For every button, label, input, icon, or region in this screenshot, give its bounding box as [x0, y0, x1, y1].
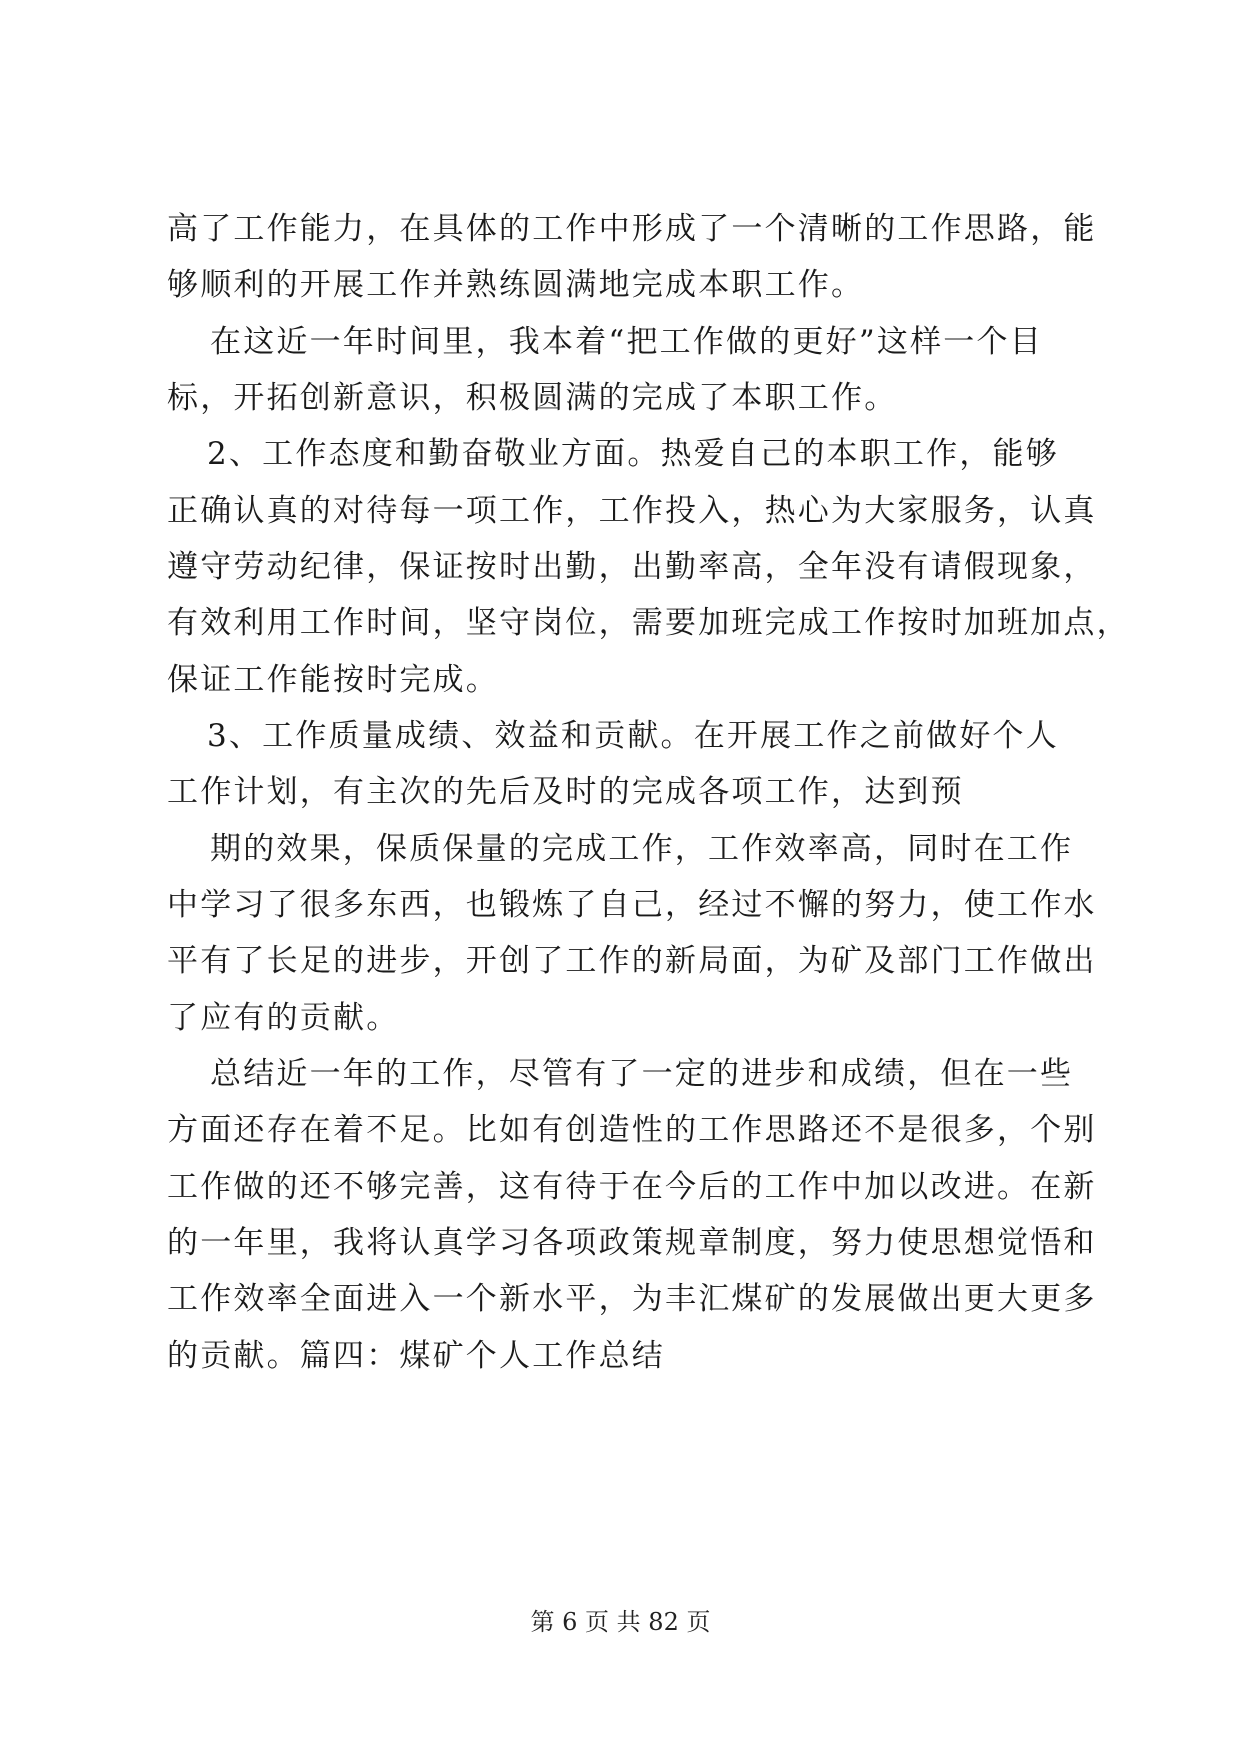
- body-line: 方面还存在着不足。比如有创造性的工作思路还不是很多，个别: [167, 1112, 1097, 1148]
- body-line: 中学习了很多东西，也锻炼了自己，经过不懈的努力，使工作水: [167, 887, 1097, 923]
- paragraph-first-line: 总结近一年的工作，尽管有了一定的进步和成绩，但在一些: [210, 1056, 1074, 1092]
- body-line: 够顺利的开展工作并熟练圆满地完成本职工作。: [167, 267, 865, 303]
- body-line: 正确认真的对待每一项工作，工作投入，热心为大家服务，认真: [167, 493, 1097, 529]
- body-line: 平有了长足的进步，开创了工作的新局面，为矿及部门工作做出: [167, 943, 1097, 979]
- paragraph-first-line: 3、工作质量成绩、效益和贡献。在开展工作之前做好个人: [207, 718, 1059, 754]
- page-number-footer: 第 6 页 共 82 页: [530, 1608, 711, 1636]
- body-line: 的一年里，我将认真学习各项政策规章制度，努力使思想觉悟和: [167, 1225, 1097, 1261]
- body-line: 工作做的还不够完善，这有待于在今后的工作中加以改进。在新: [167, 1169, 1097, 1205]
- body-line: 的贡献。篇四：煤矿个人工作总结: [167, 1338, 665, 1374]
- body-line: 工作计划，有主次的先后及时的完成各项工作，达到预: [167, 774, 964, 810]
- body-line: 保证工作能按时完成。: [167, 662, 499, 698]
- body-line: 了应有的贡献。: [167, 1000, 400, 1036]
- body-line: 标，开拓创新意识，积极圆满的完成了本职工作。: [167, 380, 898, 416]
- body-line: 有效利用工作时间，坚守岗位，需要加班完成工作按时加班加点，: [167, 605, 1130, 641]
- body-line: 高了工作能力，在具体的工作中形成了一个清晰的工作思路，能: [167, 211, 1097, 247]
- paragraph-first-line: 2、工作态度和勤奋敬业方面。热爱自己的本职工作，能够: [207, 436, 1059, 472]
- body-line: 遵守劳动纪律，保证按时出勤，出勤率高，全年没有请假现象，: [167, 549, 1097, 585]
- paragraph-first-line: 在这近一年时间里，我本着“把工作做的更好”这样一个目: [210, 324, 1043, 360]
- body-line: 工作效率全面进入一个新水平，为丰汇煤矿的发展做出更大更多: [167, 1281, 1097, 1317]
- paragraph-first-line: 期的效果，保质保量的完成工作，工作效率高，同时在工作: [210, 831, 1074, 867]
